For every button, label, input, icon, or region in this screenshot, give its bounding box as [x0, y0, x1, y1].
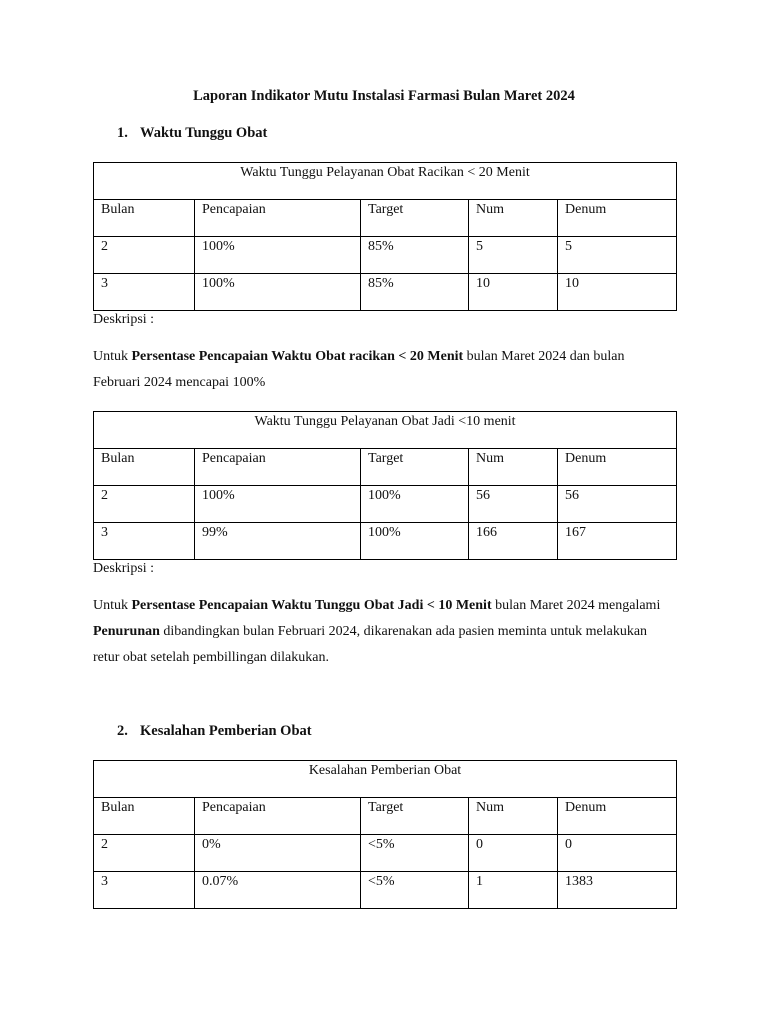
header-target: Target: [361, 449, 469, 486]
cell-pencapaian: 99%: [195, 523, 361, 560]
table-header-row: [94, 200, 677, 237]
cell-bulan: 2: [94, 835, 195, 872]
cell-bulan: 3: [94, 872, 195, 909]
cell-bulan: 3: [94, 523, 195, 560]
description-text: Untuk: [93, 598, 132, 613]
header-target: Target: [361, 200, 469, 237]
header-pencapaian: Pencapaian: [195, 798, 361, 835]
table-kesalahan-pemberian: [93, 760, 677, 909]
table-row: [94, 523, 677, 560]
table-row: [94, 486, 677, 523]
table-caption: Waktu Tunggu Pelayanan Obat Jadi <10 menit: [94, 412, 677, 449]
cell-num: 166: [469, 523, 558, 560]
table-caption-row: [94, 761, 677, 798]
header-pencapaian: Pencapaian: [195, 200, 361, 237]
section-number: 2.: [117, 723, 128, 739]
cell-target: <5%: [361, 872, 469, 909]
description-label: Deskripsi :: [93, 312, 155, 327]
section-title: Kesalahan Pemberian Obat: [140, 723, 312, 739]
header-num: Num: [469, 449, 558, 486]
table-row: [94, 835, 677, 872]
table-row: [94, 274, 677, 311]
table-obat-racikan: [93, 162, 677, 311]
cell-denum: 0: [558, 835, 677, 872]
table-caption: Kesalahan Pemberian Obat: [94, 761, 677, 798]
header-bulan: Bulan: [94, 449, 195, 486]
header-num: Num: [469, 798, 558, 835]
description-text: bulan Maret 2024 dan bulan Februari 2024 mencapai 100%: [93, 349, 625, 390]
cell-pencapaian: 0.07%: [195, 872, 361, 909]
table-obat-jadi: [93, 411, 677, 560]
cell-target: 85%: [361, 274, 469, 311]
description-bold: Penurunan: [93, 624, 160, 639]
header-denum: Denum: [558, 798, 677, 835]
cell-target: <5%: [361, 835, 469, 872]
table-caption-row: [94, 163, 677, 200]
header-denum: Denum: [558, 200, 677, 237]
cell-pencapaian: 100%: [195, 486, 361, 523]
section-number: 1.: [117, 125, 128, 141]
cell-num: 56: [469, 486, 558, 523]
cell-denum: 10: [558, 274, 677, 311]
description-label: Deskripsi :: [93, 561, 155, 576]
table-caption-row: [94, 412, 677, 449]
header-target: Target: [361, 798, 469, 835]
cell-pencapaian: 100%: [195, 237, 361, 274]
cell-bulan: 3: [94, 274, 195, 311]
cell-bulan: 2: [94, 486, 195, 523]
description-text: Untuk: [93, 349, 132, 364]
header-denum: Denum: [558, 449, 677, 486]
cell-denum: 5: [558, 237, 677, 274]
cell-pencapaian: 100%: [195, 274, 361, 311]
description-bold: Persentase Pencapaian Waktu Tunggu Obat Jadi < 10 Menit: [131, 598, 492, 613]
cell-bulan: 2: [94, 237, 195, 274]
cell-target: 100%: [361, 523, 469, 560]
header-pencapaian: Pencapaian: [195, 449, 361, 486]
description-text: dibandingkan bulan Februari 2024, dikarenakan ada pasien meminta untuk melakukan retur obat setelah pembillingan dilakukan.: [93, 624, 648, 665]
cell-num: 0: [469, 835, 558, 872]
cell-denum: 167: [558, 523, 677, 560]
cell-target: 100%: [361, 486, 469, 523]
description-paragraph: [93, 593, 673, 671]
header-num: Num: [469, 200, 558, 237]
cell-denum: 1383: [558, 872, 677, 909]
page-title: Laporan Indikator Mutu Instalasi Farmasi Bulan Maret 2024: [193, 88, 575, 104]
cell-denum: 56: [558, 486, 677, 523]
cell-num: 5: [469, 237, 558, 274]
header-bulan: Bulan: [94, 798, 195, 835]
cell-target: 85%: [361, 237, 469, 274]
table-header-row: [94, 798, 677, 835]
table-row: [94, 237, 677, 274]
section-title: Waktu Tunggu Obat: [140, 125, 268, 141]
table-caption: Waktu Tunggu Pelayanan Obat Racikan < 20 Menit: [94, 163, 677, 200]
cell-num: 10: [469, 274, 558, 311]
table-row: [94, 872, 677, 909]
section-heading-waktu-tunggu: [117, 125, 267, 142]
description-bold: Persentase Pencapaian Waktu Obat racikan < 20 Menit: [131, 349, 464, 364]
cell-num: 1: [469, 872, 558, 909]
description-text: bulan Maret 2024 mengalami: [491, 598, 661, 613]
table-header-row: [94, 449, 677, 486]
cell-pencapaian: 0%: [195, 835, 361, 872]
header-bulan: Bulan: [94, 200, 195, 237]
section-heading-kesalahan: [117, 723, 312, 740]
description-paragraph: [93, 344, 673, 396]
